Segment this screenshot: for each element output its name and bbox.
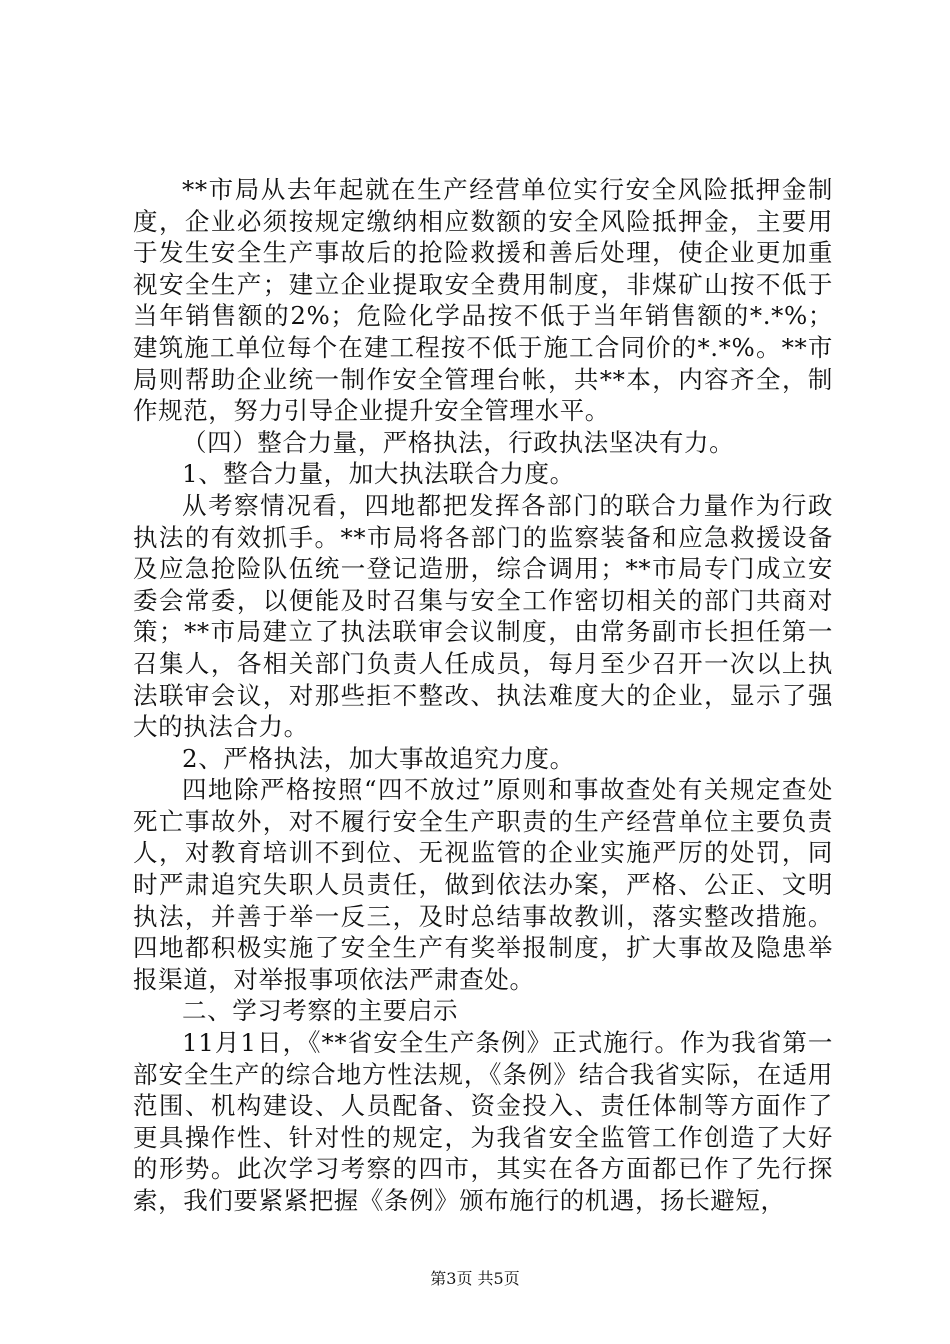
page-number-footer: 第3页 共5页 (430, 1269, 520, 1288)
paragraph-joint-enforcement: 从考察情况看，四地都把发挥各部门的联合力量作为行政执法的有效抓手。**市局将各部门的监察装备和应急救援设备及应急抢险队伍统一登记造册，综合调用；**市局专门成立安委会常委，以便能及时召集与安全工作密切相关的部门共商对策；**市局建立了执法联审会议制度，由常务副市长担任第一召集人，各相关部门负责人任成员，每月至少召开一次以上执法联审会议，对那些拒不整改、执法难度大的企业，显示了强大的执法合力。 (133, 490, 833, 742)
paragraph-accident-accountability: 四地除严格按照“四不放过”原则和事故查处有关规定查处死亡事故外，对不履行安全生产职责的生产经营单位主要负责人，对教育培训不到位、无视监管的企业实施严厉的处罚，同时严肃追究失职人员责任，做到依法办案，严格、公正、文明执法，并善于举一反三，及时总结事故教训，落实整改措施。四地都积极实施了安全生产有奖举报制度，扩大事故及隐患举报渠道，对举报事项依法严肃查处。 (133, 775, 833, 994)
paragraph-risk-deposit: **市局从去年起就在生产经营单位实行安全风险抵押金制度，企业必须按规定缴纳相应数额的安全风险抵押金，主要用于发生安全生产事故后的抢险救援和善后处理，使企业更加重视安全生产；建立企业提取安全费用制度，非煤矿山按不低于当年销售额的2%；危险化学品按不低于当年销售额的*.*%；建筑施工单位每个在建工程按不低于施工合同价的*.*%。**市局则帮助企业统一制作安全管理台帐，共**本，内容齐全，制作规范，努力引导企业提升安全管理水平。 (133, 175, 833, 426)
subheading-accident-accountability: 2、严格执法，加大事故追究力度。 (182, 743, 575, 773)
document-body (133, 174, 833, 1217)
section-heading-inspiration: 二、学习考察的主要启示 (182, 996, 459, 1026)
paragraph-regulation: 11月1日，《**省安全生产条例》正式施行。作为我省第一部安全生产的综合地方性法规，《条例》结合我省实际，在适用范围、机构建设、人员配备、资金投入、责任体制等方面作了更具操作性、针对性的规定，为我省安全监管工作创造了大好的形势。此次学习考察的四市，其实在各方面都已作了先行探索，我们要紧紧把握《条例》颁布施行的机遇，扬长避短， (133, 1028, 833, 1215)
subheading-joint-enforcement: 1、整合力量，加大执法联合力度。 (182, 459, 575, 489)
section-heading-enforcement: （四）整合力量，严格执法，行政执法坚决有力。 (182, 427, 735, 457)
